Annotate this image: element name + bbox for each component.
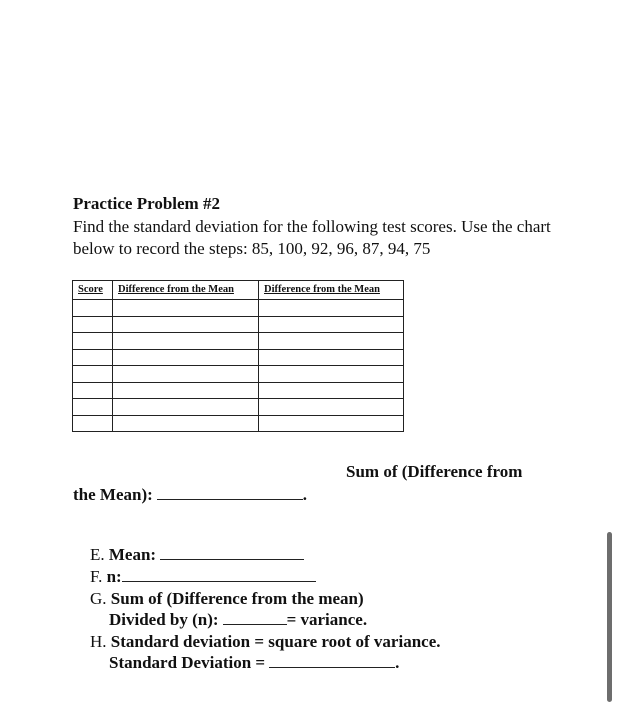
table-cell[interactable] [73,300,113,317]
table-cell[interactable] [113,316,259,333]
table-row [73,382,404,399]
table-cell[interactable] [73,399,113,416]
steps-table [72,280,404,432]
table-cell[interactable] [113,333,259,350]
step-f-label: n: [106,567,122,586]
step-h-end: . [395,653,400,672]
step-h-sd-label: Standard Deviation = [109,653,266,672]
table-cell[interactable] [73,333,113,350]
table-cell[interactable] [113,366,259,383]
step-h-label: Standard deviation = square root of variance. [110,632,441,651]
table-cell[interactable] [113,300,259,317]
table-cell[interactable] [113,415,259,432]
table-row [73,349,404,366]
table-cell[interactable] [73,366,113,383]
step-h [90,632,441,652]
header-difference-2: Difference from the Mean [259,281,404,300]
table-cell[interactable] [259,382,404,399]
problem-title: Practice Problem #2 [73,194,220,213]
step-e-prefix: E. [90,545,105,564]
table-cell[interactable] [259,366,404,383]
sum-line [73,485,307,505]
sum-end: . [302,485,308,504]
problem-instructions: Find the standard deviation for the following test scores. Use the chart below to record the steps: 85, 100, 92, 96, 87, 94, 75 [73,217,551,258]
step-g-prefix: G. [90,589,107,608]
table-cell[interactable] [73,415,113,432]
table-cell[interactable] [259,349,404,366]
step-g-divided-label: Divided by (n): [109,610,219,629]
step-h-line2 [109,653,399,673]
table-cell[interactable] [259,415,404,432]
table-cell[interactable] [73,382,113,399]
mean-blank[interactable] [160,558,304,560]
table-cell[interactable] [259,399,404,416]
table-row [73,316,404,333]
step-f-prefix: F. [90,567,103,586]
header-difference-1: Difference from the Mean [113,281,259,300]
table-row [73,333,404,350]
step-g-label: Sum of (Difference from the mean) [110,589,364,608]
table-cell[interactable] [259,300,404,317]
n-blank[interactable] [122,580,316,582]
sd-blank[interactable] [269,666,395,668]
table-row [73,399,404,416]
table-cell[interactable] [113,349,259,366]
sum-label-part1: Sum of (Difference from [346,462,523,481]
step-e-label: Mean: [108,545,157,564]
table-cell[interactable] [73,316,113,333]
table-header-row [73,281,404,300]
table-cell[interactable] [113,382,259,399]
scrollbar[interactable] [607,532,612,702]
table-cell[interactable] [259,316,404,333]
table-row [73,300,404,317]
table-cell[interactable] [259,333,404,350]
sum-blank[interactable] [157,498,303,500]
sum-label-part2: the Mean): [73,485,153,504]
step-e [90,545,304,565]
table-cell[interactable] [73,349,113,366]
table-row [73,415,404,432]
table-cell[interactable] [113,399,259,416]
step-h-prefix: H. [90,632,107,651]
table-row [73,366,404,383]
header-score: Score [73,281,113,300]
step-g-line2 [109,610,367,630]
divided-blank[interactable] [223,623,287,625]
step-f [90,567,316,587]
step-g-variance: = variance. [286,610,368,629]
step-g [90,589,364,609]
